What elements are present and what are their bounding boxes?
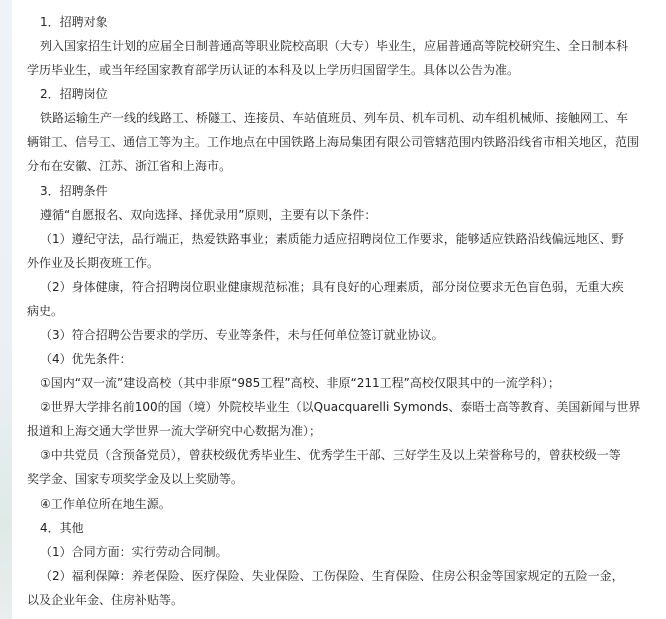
text-line: （3）符合招聘公告要求的学历、专业等条件，未与任何单位签订就业协议。 <box>40 328 444 343</box>
text-line: 列入国家招生计划的应届全日制普通高等职业院校高职（大专）毕业生，应届普通高等院校研究生、全日制本科 <box>40 39 629 54</box>
text-line: 学历毕业生，或当年经国家教育部学历认证的本科及以上学历归国留学生。具体以公告为准。 <box>27 63 520 78</box>
text-line: 奖学金、国家专项奖学金及以上奖励等。 <box>27 472 244 487</box>
text-line: ①国内“双一流”建设高校（其中非原“985工程”高校、非原“211工程”高校仅限其中的一流学科）； <box>40 376 560 391</box>
text-line: （4）优先条件： <box>40 352 132 367</box>
text-line: （1）遵纪守法，品行端正，热爱铁路事业；素质能力适应招聘岗位工作要求，能够适应铁路沿线偏远地区、野 <box>40 231 624 246</box>
text-line: （1）合同方面：实行劳动合同制。 <box>40 544 228 559</box>
section-heading: 1．招聘对象 <box>40 15 108 29</box>
text-line: 报道和上海交通大学世界一流大学研究中心数据为准）； <box>27 424 322 439</box>
section-heading: 3．招聘条件 <box>40 183 108 198</box>
text-line: 病史。 <box>27 303 64 318</box>
text-line: （2）身体健康，符合招聘岗位职业健康规范标准；具有良好的心理素质，部分岗位要求无色盲色弱，无重大疾 <box>40 279 624 294</box>
text-line: ④工作单位所在地生源。 <box>40 496 171 511</box>
text-line: 外作业及长期夜班工作。 <box>27 255 160 270</box>
section-heading: 2．招聘岗位 <box>40 87 108 102</box>
text-line: 以及企业年金、住房补贴等。 <box>27 592 184 607</box>
text-line: ③中共党员（含预备党员），曾获校级优秀毕业生、优秀学生干部、三好学生及以上荣誉称号的，曾获校级一等 <box>40 448 621 463</box>
section-heading: 4．其他 <box>40 520 84 535</box>
text-line: ②世界大学排名前100的国（境）外院校毕业生（以Quacquarelli Symonds、泰晤士高等教育、美国新闻与世界 <box>40 400 641 415</box>
text-line: （2）福利保障：养老保险、医疗保险、失业保险、工伤保险、生育保险、住房公积金等国家规定的五险一金， <box>40 568 624 583</box>
text-line: 遵循“自愿报名、双向选择、择优录用”原则，主要有以下条件： <box>40 207 377 222</box>
text-line: 分布在安徽、江苏、浙江省和上海市。 <box>27 159 232 174</box>
text-line: 铁路运输生产一线的线路工、桥隧工、连接员、车站值班员、列车员、机车司机、动车组机械师、接触网工、车 <box>40 111 629 126</box>
text-line: 辆钳工、信号工、通信工等为主。工作地点在中国铁路上海局集团有限公司管辖范围内铁路沿线省市相关地区，范围 <box>27 135 640 150</box>
